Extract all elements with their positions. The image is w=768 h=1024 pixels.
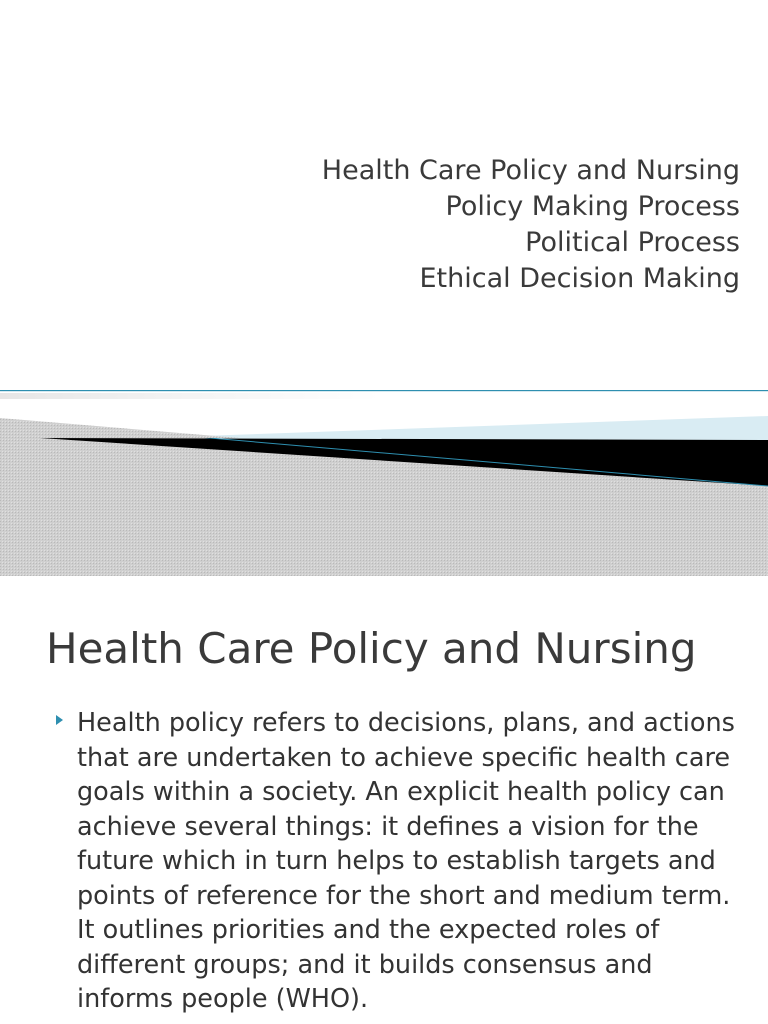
slide-heading: Health Care Policy and Nursing — [46, 624, 697, 673]
title-line-2: Policy Making Process — [445, 191, 740, 222]
fade-bar — [0, 393, 380, 399]
title-block — [322, 153, 740, 297]
title-line-4: Ethical Decision Making — [419, 263, 740, 294]
content-slide — [0, 576, 768, 1024]
triangle-bullet-icon — [56, 715, 63, 725]
accent-line — [0, 390, 768, 391]
title-line-3: Political Process — [525, 227, 740, 258]
title-line-1: Health Care Policy and Nursing — [321, 155, 740, 186]
light-blue-wedge — [200, 416, 768, 440]
bullet-text: Health policy refers to decisions, plans, and actions that are undertaken to achieve specific health care goals within a society. An explicit health policy can achieve several things: it defines a vision for the future which in turn helps to establish targets and points of reference for the short and medium term. It outlines priorities and the expected roles of different groups; and it builds consensus and informs people (WHO). — [77, 708, 735, 1014]
hatch-sliver — [0, 418, 240, 438]
bullet-item — [56, 706, 746, 1017]
decorative-band — [0, 380, 768, 576]
